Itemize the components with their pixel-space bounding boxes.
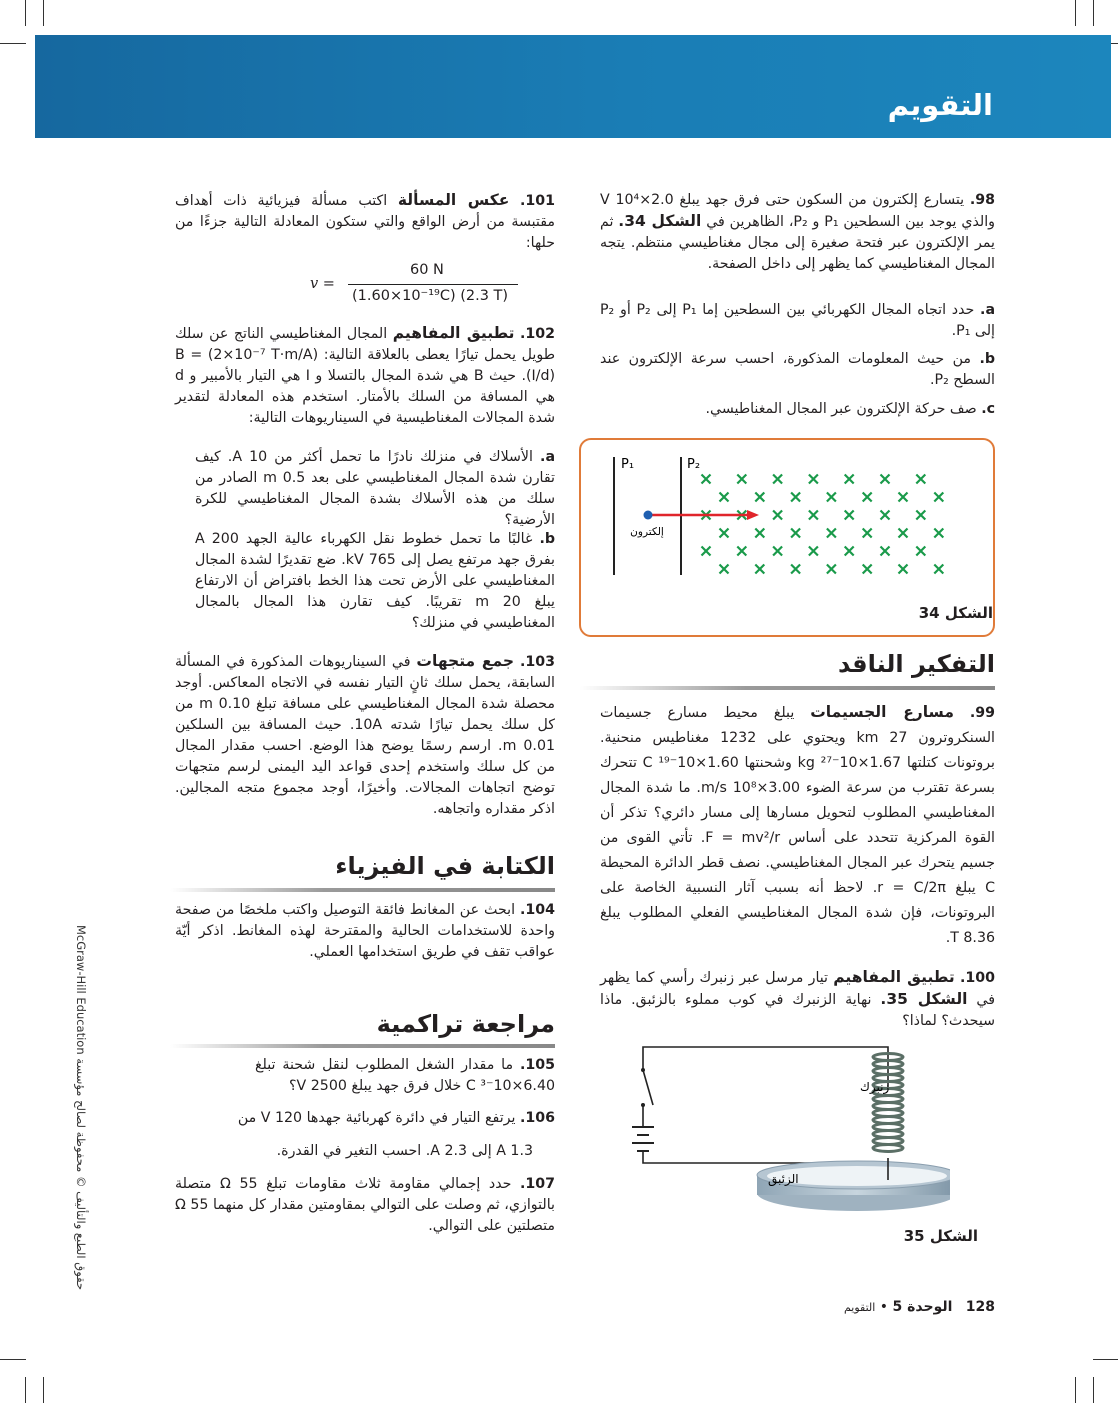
page-title: التقويم bbox=[887, 88, 993, 122]
problem-text: 1.3 A إلى 2.3 A. احسب التغير في القدرة. bbox=[276, 1143, 533, 1159]
part-label: c. bbox=[981, 401, 995, 417]
problem-98b bbox=[600, 349, 995, 391]
part-text: من حيث المعلومات المذكورة، احسب سرعة الإلكترون عند السطح P₂. bbox=[600, 351, 995, 388]
problem-102a bbox=[195, 447, 555, 531]
field-into-page-cross-icon bbox=[916, 511, 925, 520]
field-into-page-cross-icon bbox=[916, 475, 925, 484]
field-into-page-cross-icon bbox=[899, 565, 908, 574]
problem-99 bbox=[600, 700, 995, 951]
field-into-page-cross-icon bbox=[809, 547, 818, 556]
figure-35-diagram bbox=[620, 1035, 950, 1220]
crop-mark bbox=[25, 0, 26, 26]
part-text: غالبًا ما تحمل خطوط نقل الكهرباء عالية الجهد 200 A بفرق جهد مرتفع يصل إلى 765 kV. ضع تقديرًا لشدة المجال المغناطيسي على الأرض تحت هذا الخط بافتراض أن الارتفاع يبلغ 20 m تقريبًا. كيف تقارن هذا المجال بالمجال المغناطيسي في منزلك؟ bbox=[195, 531, 555, 631]
problem-text: حدد إجمالي مقاومة ثلاث مقاومات تبلغ 55 Ω متصلة بالتوازي، ثم وصلت على التوالي بمقاومتين مقدار كل منهما 55 Ω متصلتين على التوالي. bbox=[175, 1176, 555, 1234]
header-band bbox=[35, 35, 1111, 138]
problem-101 bbox=[175, 190, 555, 254]
field-into-page-cross-icon bbox=[916, 547, 925, 556]
field-into-page-cross-icon bbox=[934, 493, 943, 502]
part-text: حدد اتجاه المجال الكهربائي بين السطحين إما P₁ إلى P₂ أو P₂ إلى P₁. bbox=[600, 302, 995, 339]
problem-text: نهاية الزنبرك في كوب مملوء بالزئبق. ماذا سيحدث؟ لماذا؟ bbox=[600, 992, 995, 1029]
problem-103 bbox=[175, 651, 555, 820]
problem-text: ابحث عن المغانط فائقة التوصيل واكتب ملخصًا من صفحة واحدة للاستخدامات الحالية والمقترحة لهذه المغانط. اذكر أيّة عواقب تقف في طريق استخدامها العملي. bbox=[175, 902, 555, 960]
section-rule bbox=[580, 686, 995, 690]
unit-label: الوحدة 5 bbox=[892, 1299, 953, 1315]
electron-dot bbox=[644, 511, 653, 520]
field-into-page-cross-icon bbox=[702, 475, 711, 484]
switch-contact bbox=[641, 1068, 645, 1072]
crop-mark bbox=[43, 0, 44, 26]
copyright-notice bbox=[74, 925, 88, 1290]
problem-number: 103. bbox=[519, 654, 555, 670]
part-text: صف حركة الإلكترون عبر المجال المغناطيسي. bbox=[705, 401, 977, 417]
field-into-page-cross-icon bbox=[791, 565, 800, 574]
field-into-page-cross-icon bbox=[773, 547, 782, 556]
problem-text: المجال المغناطيسي الناتج عن سلك طويل يحمل تيارًا يعطى بالعلاقة التالية: B = (2×10⁻⁷ T·m/A)(I/d). حيث B هي شدة المجال بالتسلا و I هي التيار بالأمبير و d هي المسافة من السلك بالأمتار. استخدم هذه المعادلة لتقدير شدة المجالات المغناطيسية في السيناريوهات التالية: bbox=[175, 326, 555, 426]
crop-mark bbox=[43, 1377, 44, 1403]
problem-number: 105. bbox=[519, 1057, 555, 1073]
problem-keyword: جمع متجهات bbox=[416, 652, 515, 670]
crop-mark bbox=[25, 1377, 26, 1403]
problem-100 bbox=[600, 967, 995, 1032]
section-rule bbox=[170, 1044, 555, 1048]
section-heading-critical-thinking: التفكير الناقد bbox=[838, 650, 995, 678]
spring-icon bbox=[873, 1054, 903, 1152]
problem-number: 107. bbox=[519, 1176, 555, 1192]
field-into-page-cross-icon bbox=[863, 493, 872, 502]
top-wire bbox=[643, 1047, 888, 1087]
crop-mark bbox=[1093, 0, 1094, 26]
problem-text: يتسارع إلكترون من السكون حتى فرق جهد يبلغ 2.0×10⁴ V والذي يوجد بين السطحين P₁ و P₂، الظاهرين في bbox=[600, 192, 996, 230]
field-into-page-cross-icon bbox=[737, 547, 746, 556]
figure-reference: الشكل 34. bbox=[618, 212, 702, 230]
field-into-page-cross-icon bbox=[773, 511, 782, 520]
problem-number: 102. bbox=[520, 326, 556, 342]
problem-keyword: عكس المسألة bbox=[397, 191, 510, 209]
problem-keyword: تطبيق المفاهيم bbox=[833, 968, 955, 986]
problem-text: ثم يمر الإلكترون عبر فتحة صغيرة إلى مجال مغناطيسي منتظم. يتجه المجال المغناطيسي كما يظهر إلى داخل الصفحة. bbox=[600, 214, 995, 272]
part-text: الأسلاك في منزلك نادرًا ما تحمل أكثر من 10 A. كيف تقارن شدة المجال المغناطيسي على بعد 0.5 m الصادر من سلك من هذه الأسلاك بشدة المجال المغناطيسي للكرة الأرضية؟ bbox=[195, 449, 556, 528]
problem-text: يبلغ محيط مسارع جسيمات السنكروترون 27 km ويحتوي على 1232 مغناطيس منحنية. بروتونات كتلتها 1.67×10⁻²⁷ kg وشحنتها 1.60×10⁻¹⁹ C تتحرك بسرعة تقترب من سرعة الضوء 3.00×10⁸ m/s. ما شدة المجال المغناطيسي المطلوب لتحويل مسارها إلى مسار دائري؟ تذكر أن القوة المركزية تتحدد على أساس F = mv²/r. تأتي القوى من جسيم يتحرك عبر المجال المغناطيسي. نصف قطر الدائرة المحيطة C يبلغ r = C/2π. لاحظ أنه بسبب آثار النسبية الخاصة على البروتونات، فإن شدة المجال المغناطيسي الفعلي المطلوب يبلغ 8.36 T. bbox=[600, 705, 995, 946]
problem-text: ما مقدار الشغل المطلوب لنقل شحنة تبلغ 6.40×10⁻³ C خلال فرق جهد يبلغ 2500 V؟ bbox=[255, 1057, 555, 1094]
problem-number: 104. bbox=[519, 902, 555, 918]
problem-107 bbox=[175, 1174, 555, 1237]
field-into-page-cross-icon bbox=[934, 565, 943, 574]
field-into-page-cross-icon bbox=[934, 529, 943, 538]
field-into-page-cross-icon bbox=[863, 565, 872, 574]
bullet: • bbox=[879, 1299, 889, 1315]
crop-mark bbox=[1075, 1377, 1076, 1403]
field-into-page-cross-icon bbox=[755, 529, 764, 538]
figure-34-caption: الشكل 34 bbox=[918, 604, 993, 622]
problem-98 bbox=[600, 190, 995, 275]
section-label: التقويم bbox=[843, 1301, 876, 1314]
copyright-text: حقوق الطبع والتأليف © محفوظة لصالح مؤسسة McGraw-Hill Education bbox=[74, 925, 88, 1291]
problem-keyword: مسارع الجسيمات bbox=[810, 703, 954, 721]
problem-98a bbox=[600, 300, 995, 342]
problem-104 bbox=[175, 900, 555, 963]
field-into-page-cross-icon bbox=[881, 547, 890, 556]
field-into-page-cross-icon bbox=[720, 529, 729, 538]
problem-number: 98. bbox=[969, 192, 996, 208]
field-into-page-cross-icon bbox=[827, 493, 836, 502]
figure-reference: الشكل 35. bbox=[880, 990, 968, 1008]
field-into-page-cross-icon bbox=[881, 475, 890, 484]
field-into-page-cross-icon bbox=[863, 529, 872, 538]
problem-text: في السيناريوهات المذكورة في المسألة السابقة، يحمل سلك ثانٍ التيار نفسه في الاتجاه المعاكس. أوجد محصلة شدة المجال المغناطيسي على مسافة تبلغ 0.10 m من كل سلك يحمل تيارًا شدته 10A. حيث المسافة بين السلكين 0.01 m. ارسم رسمًا يوضح هذا الوضع. احسب مقدار المجال من كل سلك واستخدم إحدى قواعد اليد اليمنى لرسم متجهات توضح اتجاهات المجالات. وأخيرًا، أوجد مجموع متجه المجالين. اذكر مقداره واتجاهه. bbox=[175, 654, 555, 817]
part-label: a. bbox=[980, 302, 996, 318]
fraction-bar bbox=[348, 284, 518, 285]
problem-text: اكتب مسألة فيزيائية ذات أهداف مقتبسة من أرض الواقع والتي ستكون المعادلة التالية جزءًا من حلها: bbox=[175, 193, 555, 251]
crop-mark bbox=[1075, 0, 1076, 26]
battery-icon bbox=[632, 1127, 654, 1151]
mercury-label: الزئبق bbox=[768, 1172, 799, 1186]
arrow-head-icon bbox=[747, 510, 759, 520]
equation-numerator: 60 N bbox=[410, 262, 444, 278]
field-into-page-cross-icon bbox=[791, 493, 800, 502]
spring-coil bbox=[873, 1145, 903, 1152]
problem-106 bbox=[175, 1108, 555, 1129]
section-heading-writing-in-physics: الكتابة في الفيزياء bbox=[335, 852, 555, 880]
electron-label: إلكترون bbox=[630, 526, 664, 538]
crop-mark bbox=[0, 1359, 26, 1360]
field-into-page-cross-icon bbox=[899, 493, 908, 502]
field-into-page-cross-icon bbox=[899, 529, 908, 538]
part-label: b. bbox=[979, 351, 995, 367]
equation bbox=[300, 262, 520, 308]
problem-text: تيار مرسل عبر زنبرك رأسي كما يظهر في bbox=[600, 970, 996, 1008]
part-label: a. bbox=[540, 449, 556, 465]
field-into-page-cross-icon bbox=[845, 475, 854, 484]
spring-label: زنبرك bbox=[860, 1080, 890, 1094]
equation-denominator: (1.60×10⁻¹⁹C) (2.3 T) bbox=[352, 288, 509, 304]
problem-102b bbox=[195, 529, 555, 634]
field-into-page-cross-icon bbox=[809, 475, 818, 484]
problem-text: يرتفع التيار في دائرة كهربائية جهدها 120 V من bbox=[237, 1110, 516, 1126]
problem-keyword: تطبيق المفاهيم bbox=[392, 324, 515, 342]
field-into-page-cross-icon bbox=[737, 475, 746, 484]
field-into-page-cross-icon bbox=[720, 493, 729, 502]
field-into-page-cross-icon bbox=[702, 547, 711, 556]
problem-98c bbox=[600, 399, 995, 420]
problem-number: 101. bbox=[519, 193, 555, 209]
field-into-page-cross-icon bbox=[755, 565, 764, 574]
problem-number: 99. bbox=[969, 705, 995, 721]
field-into-page-cross-icon bbox=[881, 511, 890, 520]
page-number: 128 bbox=[965, 1299, 995, 1315]
figure-35-caption: الشكل 35 bbox=[903, 1227, 978, 1245]
field-into-page-cross-icon bbox=[773, 475, 782, 484]
field-into-page-cross-icon bbox=[791, 529, 800, 538]
crop-mark bbox=[1093, 1377, 1094, 1403]
plate-p2-label: P₂ bbox=[687, 457, 701, 472]
problem-105 bbox=[255, 1055, 555, 1097]
field-into-page-cross-icon bbox=[845, 511, 854, 520]
switch bbox=[643, 1070, 653, 1105]
section-heading-cumulative-review: مراجعة تراكمية bbox=[376, 1010, 555, 1038]
crop-mark bbox=[1093, 1359, 1118, 1360]
problem-102 bbox=[175, 323, 555, 429]
plate-p1-label: P₁ bbox=[621, 457, 635, 472]
field-into-page-cross-icon bbox=[827, 565, 836, 574]
page-footer bbox=[844, 1299, 995, 1315]
field-into-page-cross-icon bbox=[845, 547, 854, 556]
problem-number: 100. bbox=[960, 970, 996, 986]
crop-mark bbox=[0, 43, 26, 44]
part-label: b. bbox=[539, 531, 555, 547]
field-into-page-cross-icon bbox=[720, 565, 729, 574]
field-into-page-cross-icon bbox=[755, 493, 764, 502]
field-into-page-cross-icon bbox=[827, 529, 836, 538]
problem-number: 106. bbox=[519, 1110, 555, 1126]
section-rule bbox=[170, 888, 555, 892]
problem-106-continued bbox=[173, 1141, 533, 1162]
field-into-page-cross-icon bbox=[809, 511, 818, 520]
equation-lhs: v = bbox=[310, 276, 335, 292]
